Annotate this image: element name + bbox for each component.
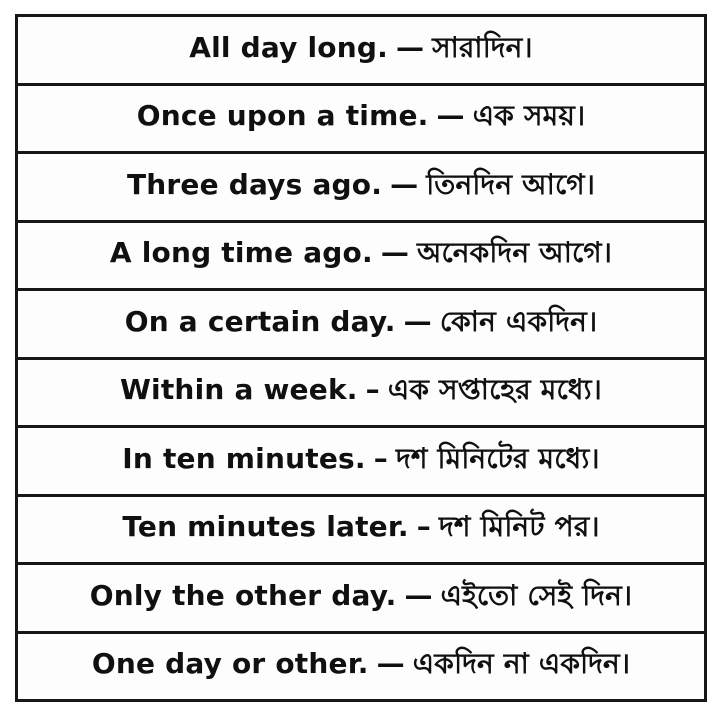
dash-separator: – [416, 510, 431, 544]
dash-separator: – [365, 373, 380, 407]
bengali-translation: তিনদিন আগে। [426, 167, 596, 201]
table-row [18, 631, 704, 700]
phrase-pair [122, 510, 600, 545]
phrase-pair [189, 30, 533, 66]
dash-separator: – [373, 441, 388, 475]
table-row [18, 83, 704, 152]
table-row [18, 151, 704, 220]
dash-separator: — [376, 647, 405, 681]
dash-separator: — [380, 236, 410, 270]
phrase-pair [119, 373, 603, 408]
phrase-table [15, 14, 707, 702]
dash-separator: — [403, 304, 432, 338]
table-row [18, 357, 704, 426]
english-phrase: One day or other. [91, 647, 369, 681]
english-phrase: Once upon a time. [136, 99, 429, 133]
bengali-translation: সারাদিন। [432, 30, 533, 64]
table-row [18, 288, 704, 357]
phrase-pair [136, 99, 586, 134]
bengali-translation: একদিন না একদিন। [412, 647, 631, 681]
english-phrase: Only the other day. [89, 578, 397, 612]
bengali-translation: এক সময়। [472, 99, 586, 133]
english-phrase: Within a week. [119, 373, 358, 407]
phrase-pair [109, 236, 613, 271]
dash-separator: — [404, 578, 433, 612]
english-phrase: On a certain day. [124, 304, 396, 338]
english-phrase: Three days ago. [126, 167, 383, 201]
bengali-translation: এইতো সেই দিন। [440, 578, 633, 612]
phrase-pair [89, 578, 633, 614]
phrase-pair [126, 167, 596, 203]
dash-separator: — [436, 99, 465, 133]
dash-separator: — [390, 167, 419, 201]
english-phrase: All day long. [189, 30, 388, 64]
dash-separator: — [395, 30, 425, 64]
table-row [18, 17, 704, 83]
phrase-pair [91, 647, 631, 682]
english-phrase: In ten minutes. [122, 441, 366, 475]
bengali-translation: দশ মিনিট পর। [438, 510, 600, 544]
table-row [18, 220, 704, 289]
phrase-pair [122, 441, 600, 477]
phrase-pair [124, 304, 598, 340]
english-phrase: Ten minutes later. [122, 510, 409, 544]
bengali-translation: অনেকদিন আগে। [417, 236, 613, 270]
table-row [18, 425, 704, 494]
bengali-translation: কোন একদিন। [439, 304, 598, 338]
table-row [18, 562, 704, 631]
table-row [18, 494, 704, 563]
bengali-translation: দশ মিনিটের মধ্যে। [395, 441, 600, 475]
english-phrase: A long time ago. [109, 236, 373, 270]
bengali-translation: এক সপ্তাহের মধ্যে। [387, 373, 603, 407]
